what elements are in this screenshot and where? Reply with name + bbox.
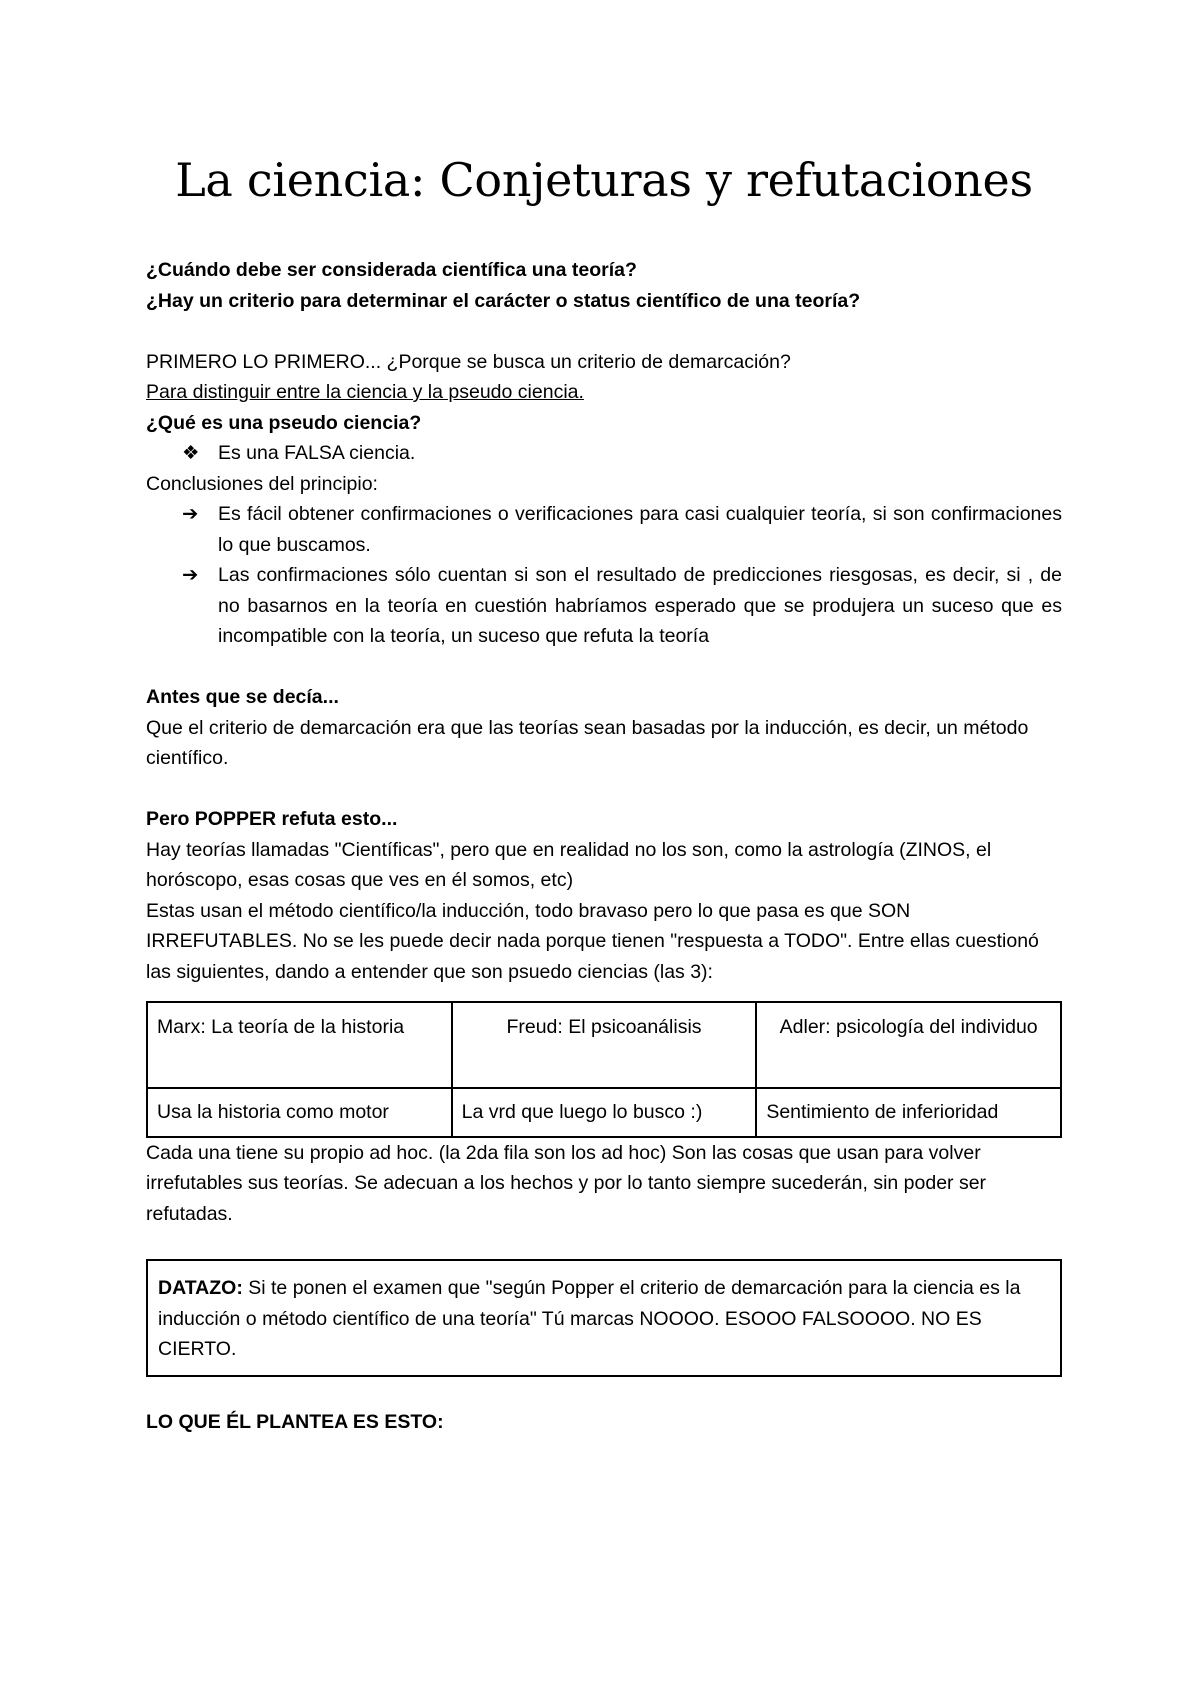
document-body bbox=[146, 255, 1062, 1437]
que-es-heading: ¿Qué es una pseudo ciencia? bbox=[146, 411, 422, 434]
table-cell: La vrd que luego lo busco :) bbox=[452, 1088, 757, 1137]
document-title: La ciencia: Conjeturas y refutaciones bbox=[175, 153, 1033, 207]
datazo-text: Si te ponen el examen que "según Popper el criterio de demarcación para la ciencia es la inducción o método científico de una teoría" Tú marcas NOOOO. ESOOO FALSOOOO. NO ES CIERTO. bbox=[158, 1277, 1021, 1360]
datazo-box bbox=[146, 1259, 1062, 1377]
question-2: ¿Hay un criterio para determinar el carácter o status científico de una teoría? bbox=[146, 289, 861, 312]
list-item-text: Es una FALSA ciencia. bbox=[218, 442, 416, 464]
list-item bbox=[146, 438, 1062, 469]
table-cell: Marx: La teoría de la historia bbox=[147, 1002, 452, 1088]
adhoc-text: Cada una tiene su propio ad hoc. (la 2da fila son los ad hoc) Son las cosas que usan para volver irrefutables sus teorías. Se adecuan a los hechos y por lo tanto siempre sucederán, sin poder ser refutadas. bbox=[146, 1141, 987, 1225]
table-cell: Sentimiento de inferioridad bbox=[756, 1088, 1061, 1137]
conclusiones-list bbox=[146, 499, 1062, 652]
popper-paragraph-1: Hay teorías llamadas "Científicas", pero que en realidad no los son, como la astrología (ZINOS, el horóscopo, esas cosas que ves en él somos, etc) bbox=[146, 838, 992, 891]
blank-line bbox=[146, 652, 1062, 683]
blank-line bbox=[146, 316, 1062, 347]
list-item-text: Las confirmaciones sólo cuentan si son el resultado de predicciones riesgosas, es decir, si , de no basarnos en la teoría en cuestión habríamos esperado que se produjera un suceso que es incompatible con la teoría, un suceso que refuta la teoría bbox=[218, 564, 1062, 647]
pseudo-ciencias-table bbox=[146, 1001, 1062, 1138]
conclusiones-label: Conclusiones del principio: bbox=[146, 472, 378, 495]
question-1: ¿Cuándo debe ser considerada científica una teoría? bbox=[146, 259, 637, 281]
primero-line: PRIMERO LO PRIMERO... ¿Porque se busca un criterio de demarcación? bbox=[146, 350, 791, 373]
antes-text: Que el criterio de demarcación era que las teorías sean basadas por la inducción, es decir, un método científico. bbox=[146, 716, 1029, 769]
arrow-bullet-icon: ➔ bbox=[182, 503, 199, 525]
table-cell: Usa la historia como motor bbox=[147, 1088, 452, 1137]
table-row bbox=[147, 1002, 1061, 1088]
popper-paragraph-2: Estas usan el método científico/la inducción, todo bravaso pero lo que pasa es que SON IRREFUTABLES. No se les puede decir nada porque tienen "respuesta a TODO". Entre ellas cuestionó las siguientes, dando a entender que son psuedo ciencias (las 3): bbox=[146, 899, 1039, 983]
blank-line bbox=[146, 1377, 1062, 1407]
list-item bbox=[146, 499, 1062, 560]
datazo-label: DATAZO: bbox=[158, 1277, 243, 1299]
table-row bbox=[147, 1088, 1061, 1137]
diamond-bullet-icon: ❖ bbox=[182, 442, 200, 464]
table-cell: Freud: El psicoanálisis bbox=[452, 1002, 757, 1088]
antes-heading: Antes que se decía... bbox=[146, 686, 339, 708]
arrow-bullet-icon: ➔ bbox=[182, 564, 199, 586]
blank-line bbox=[146, 774, 1062, 805]
table-cell: Adler: psicología del individuo bbox=[756, 1002, 1061, 1088]
popper-heading: Pero POPPER refuta esto... bbox=[146, 808, 398, 830]
final-heading: LO QUE ÉL PLANTEA ES ESTO: bbox=[146, 1410, 444, 1433]
distinguir-line: Para distinguir entre la ciencia y la pseudo ciencia. bbox=[146, 381, 584, 403]
pseudo-ciencia-list bbox=[146, 438, 1062, 469]
list-item bbox=[146, 560, 1062, 652]
list-item-text: Es fácil obtener confirmaciones o verificaciones para casi cualquier teoría, si son confirmaciones lo que buscamos. bbox=[218, 503, 1062, 556]
